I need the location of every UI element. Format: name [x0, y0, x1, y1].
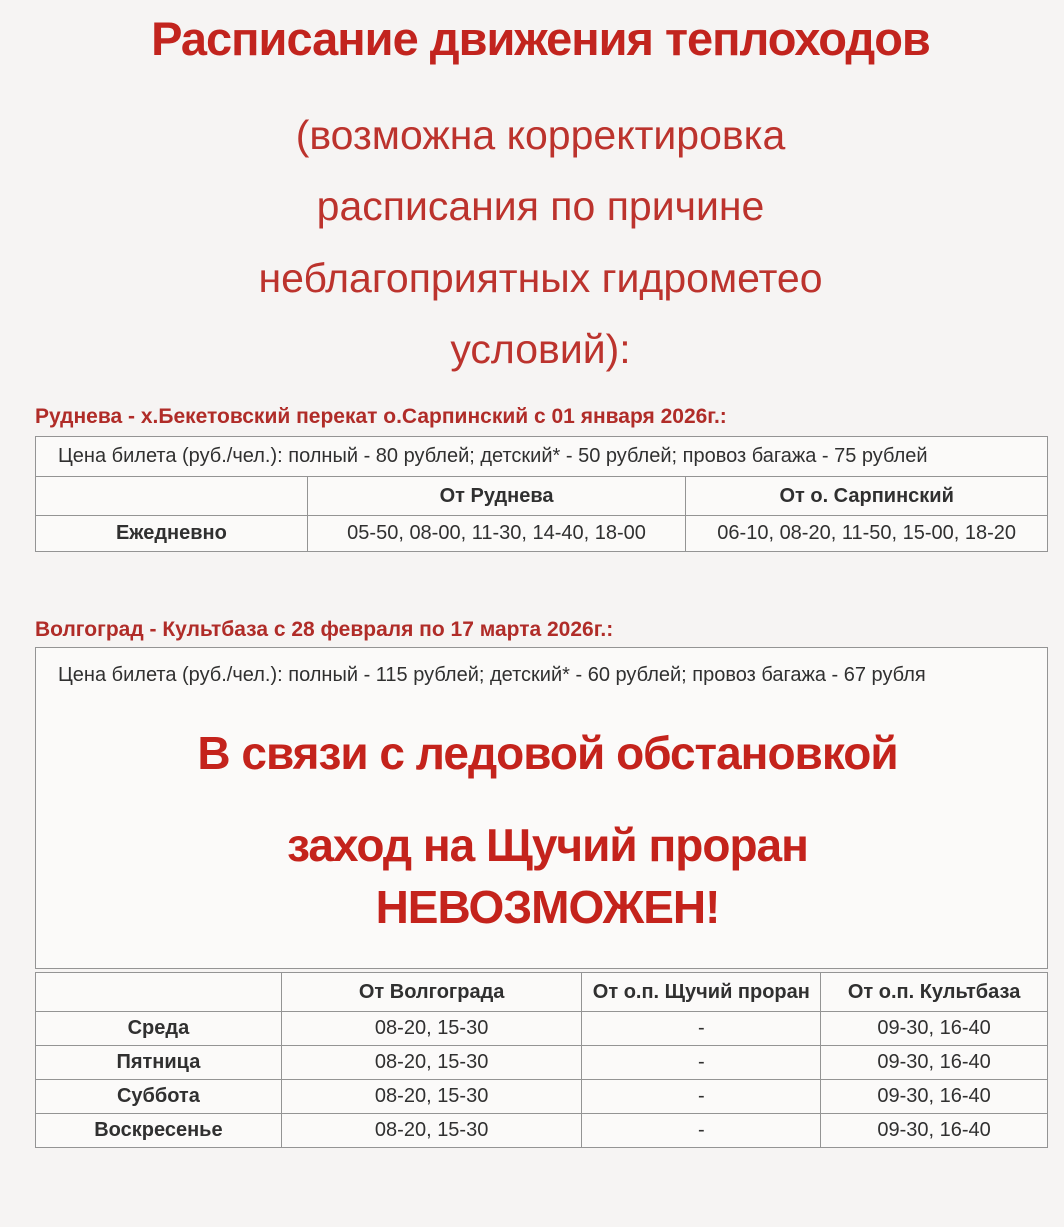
- section-heading-rudneva: Руднева - х.Бекетовский перекат о.Сарпинский с 01 января 2026г.:: [35, 405, 727, 429]
- price-note: Цена билета (руб./чел.): полный - 115 рублей; детский* - 60 рублей; провоз багажа - 67 рубля: [58, 663, 926, 686]
- column-header-empty: [36, 476, 308, 515]
- table-row: [36, 515, 1048, 551]
- page-title: Расписание движения теплоходов: [151, 12, 930, 65]
- warning-line: НЕВОЗМОЖЕН!: [375, 880, 720, 933]
- table-row: [36, 1011, 1048, 1045]
- table-row: [36, 1079, 1048, 1113]
- warning-line: В связи с ледовой обстановкой: [197, 726, 898, 779]
- times-cell: -: [582, 1079, 821, 1113]
- times-cell: 09-30, 16-40: [821, 1045, 1048, 1079]
- table-row: [36, 972, 1048, 1011]
- table-row: [36, 436, 1048, 476]
- times-cell: -: [582, 1045, 821, 1079]
- column-header-empty: [36, 972, 282, 1011]
- times-cell: 08-20, 15-30: [281, 1045, 582, 1079]
- times-cell: 09-30, 16-40: [821, 1113, 1048, 1147]
- day-cell: Воскресенье: [36, 1113, 282, 1147]
- table-row: [36, 1113, 1048, 1147]
- times-cell: 08-20, 15-30: [281, 1113, 582, 1147]
- table-row: [36, 476, 1048, 515]
- times-cell: 08-20, 15-30: [281, 1011, 582, 1045]
- schedule-table-volgograd: [35, 972, 1048, 1148]
- times-cell: -: [582, 1113, 821, 1147]
- day-cell: Среда: [36, 1011, 282, 1045]
- warning-line: заход на Щучий проран: [287, 818, 808, 871]
- page-subtitle-line: неблагоприятных гидрометео: [258, 254, 823, 301]
- times-cell: 09-30, 16-40: [821, 1011, 1048, 1045]
- column-header-from-volgograd: От Волгограда: [281, 972, 582, 1011]
- page-subtitle: [35, 100, 1046, 385]
- column-header-from-kultbaza: От о.п. Культбаза: [821, 972, 1048, 1011]
- notice-box: [35, 647, 1048, 969]
- schedule-table-rudneva: [35, 436, 1048, 552]
- column-header-from-shchuchy: От о.п. Щучий проран: [582, 972, 821, 1011]
- day-cell: Пятница: [36, 1045, 282, 1079]
- times-cell: 09-30, 16-40: [821, 1079, 1048, 1113]
- column-header-from-rudneva: От Руднева: [307, 476, 686, 515]
- times-cell: -: [582, 1011, 821, 1045]
- table-row: [36, 1045, 1048, 1079]
- page-subtitle-line: условий):: [450, 326, 631, 373]
- day-cell: Ежедневно: [36, 515, 308, 551]
- section-heading-volgograd: Волгоград - Культбаза с 28 февраля по 17 марта 2026г.:: [35, 617, 614, 641]
- page-subtitle-line: (возможна корректировка: [295, 112, 786, 159]
- times-cell: 06-10, 08-20, 11-50, 15-00, 18-20: [686, 515, 1048, 551]
- times-cell: 08-20, 15-30: [281, 1079, 582, 1113]
- price-note: Цена билета (руб./чел.): полный - 80 рублей; детский* - 50 рублей; провоз багажа - 75 рублей: [36, 436, 1048, 476]
- day-cell: Суббота: [36, 1079, 282, 1113]
- times-cell: 05-50, 08-00, 11-30, 14-40, 18-00: [307, 515, 686, 551]
- page-subtitle-line: расписания по причине: [316, 183, 765, 230]
- column-header-from-sarpinsky: От о. Сарпинский: [686, 476, 1048, 515]
